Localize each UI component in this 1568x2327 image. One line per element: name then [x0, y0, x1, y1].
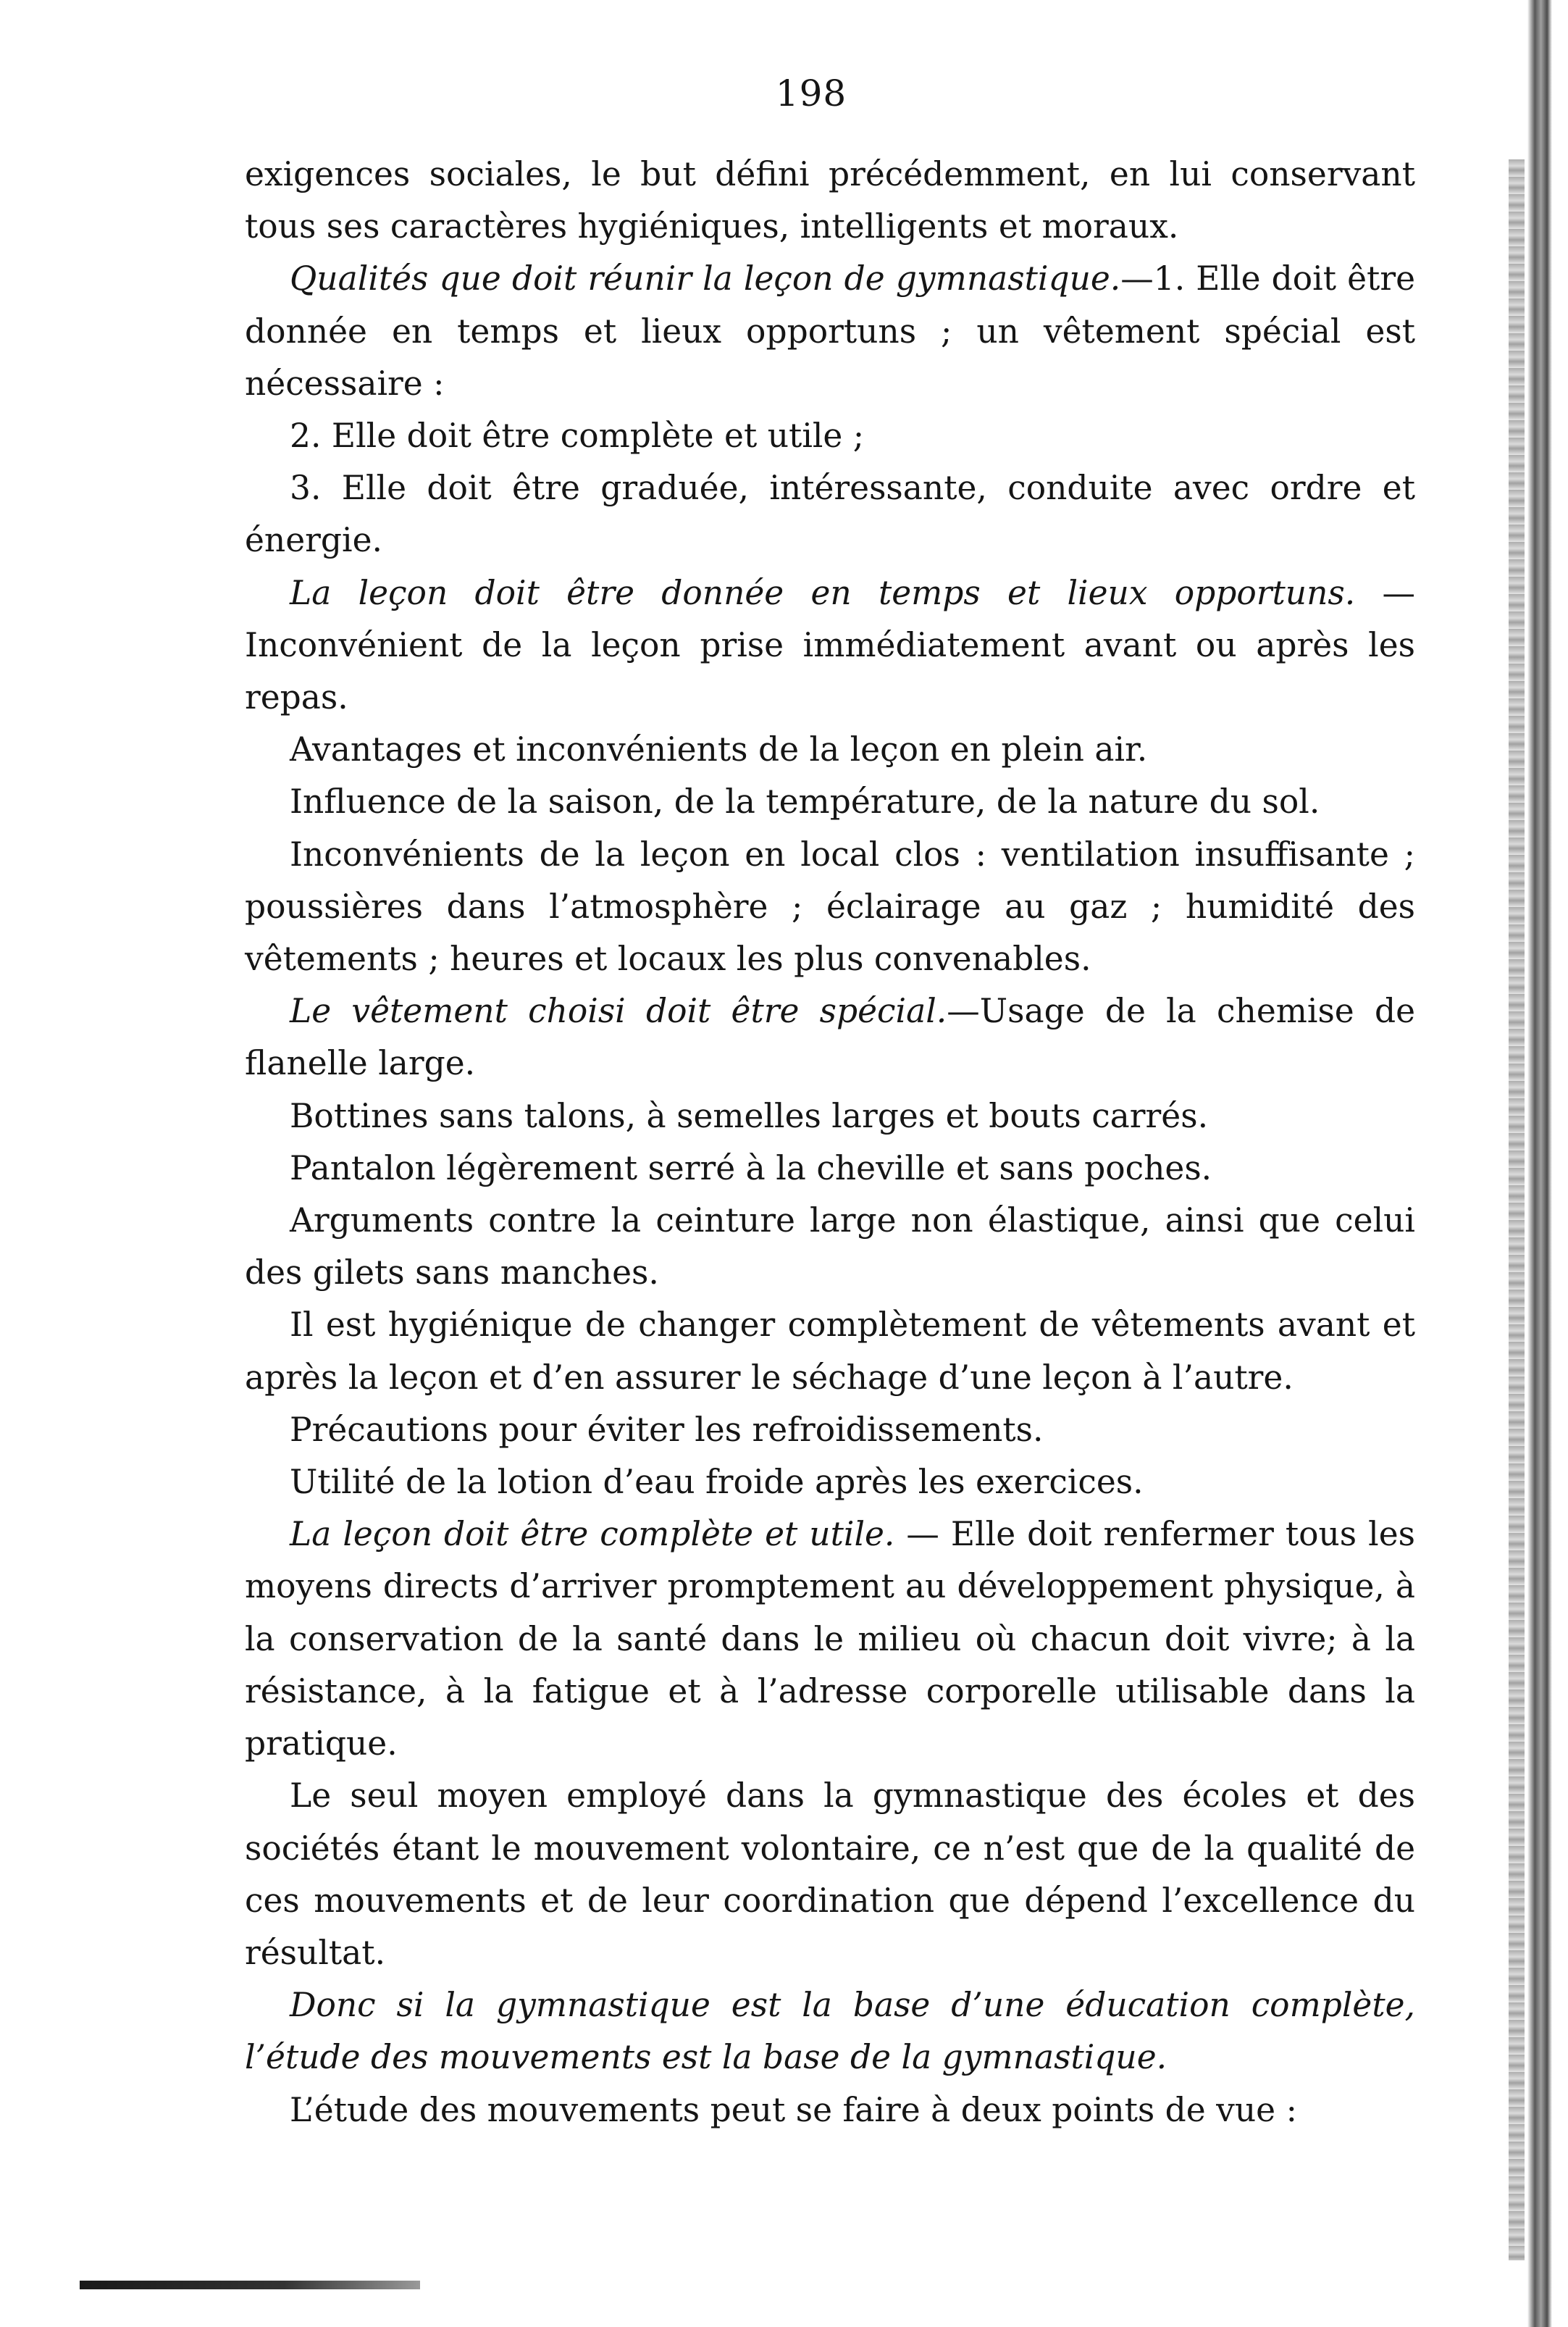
paragraph-text: Précautions pour éviter les refroidissements. — [290, 1410, 1044, 1449]
page-edge-texture — [1509, 159, 1525, 2260]
paragraph-text: Arguments contre la ceinture large non élastique, ainsi que celui des gilets sans manches. — [245, 1201, 1415, 1292]
paragraph-text: Pantalon légèrement serré à la cheville et sans poches. — [290, 1148, 1212, 1187]
paragraph-text: Avantages et inconvénients de la leçon en plein air. — [290, 730, 1148, 769]
paragraph-text: Bottines sans talons, à semelles larges et bouts carrés. — [290, 1096, 1209, 1135]
italic-heading-text: Qualités que doit réunir la leçon de gymnastique. — [290, 259, 1121, 298]
paragraph — [245, 149, 1415, 253]
paragraph — [245, 776, 1415, 828]
italic-heading-text: La leçon doit être donnée en temps et lieux opportuns. — [290, 573, 1356, 612]
paragraph — [245, 1142, 1415, 1195]
paragraph — [245, 2084, 1415, 2136]
paragraph — [245, 1195, 1415, 1299]
paragraph-text: —Usage de la chemise de flanelle large. — [245, 992, 1416, 1083]
bottom-scan-artifact — [80, 2281, 420, 2289]
paragraph — [245, 410, 1415, 462]
paragraph — [245, 567, 1415, 724]
paragraph — [245, 462, 1415, 567]
italic-heading-text: La leçon doit être complète et utile. — [290, 1515, 895, 1554]
paragraph — [245, 1456, 1415, 1508]
paragraph — [245, 1404, 1415, 1456]
paragraph — [245, 1090, 1415, 1142]
paragraph — [245, 829, 1415, 986]
paragraph-text: — Elle doit renfermer tous les moyens directs d’arriver promptement au développement physique, à la conservation de la santé dans le milieu où chacun doit vivre; à la résistance, à la fatigue et à l’adresse corporelle utilisable dans la pratique. — [245, 1515, 1415, 1763]
paragraph-text: —1. Elle doit être donnée en temps et lieux opportuns ; un vêtement spécial est nécessaire : — [245, 259, 1415, 403]
paragraph-text: Il est hygiénique de changer complètement de vêtements avant et après la leçon et d’en assurer le séchage d’une leçon à l’autre. — [245, 1305, 1415, 1397]
paragraph — [245, 985, 1415, 1090]
paragraph — [245, 1508, 1415, 1770]
paragraph-text: Le seul moyen employé dans la gymnastique des écoles et des sociétés étant le mouvement volontaire, ce n’est que de la qualité de ces mouvements et de leur coordination que dépend l’excellence du résultat. — [245, 1776, 1415, 1972]
paragraph-text: Influence de la saison, de la température, de la nature du sol. — [290, 782, 1320, 822]
paragraph-text: exigences sociales, le but défini précédemment, en lui conservant tous ses caractères hygiéniques, intelligents et moraux. — [245, 155, 1415, 246]
body-text — [245, 149, 1415, 2136]
italic-heading-text: Donc si la gymnastique est la base d’une éducation complète, l’étude des mouvements est la base de la gymnastique. — [245, 1986, 1415, 2077]
page-number: 198 — [775, 72, 847, 114]
page-edge-shadow — [1527, 0, 1552, 2327]
paragraph — [245, 253, 1415, 410]
paragraph-text: Utilité de la lotion d’eau froide après les exercices. — [290, 1463, 1144, 1502]
paragraph-text: L’étude des mouvements peut se faire à deux points de vue : — [290, 2090, 1297, 2129]
paragraph-text: 3. Elle doit être graduée, intéressante, conduite avec ordre et énergie. — [245, 469, 1415, 560]
paragraph-text: Inconvénients de la leçon en local clos : ventilation insuffisante ; poussières dans l’atmosphère ; éclairage au gaz ; humidité des vêtements ; heures et locaux les plus convenables. — [245, 835, 1415, 979]
italic-heading-text: Le vêtement choisi doit être spécial. — [290, 992, 947, 1031]
paragraph — [245, 724, 1415, 776]
paragraph-text: — Inconvénient de la leçon prise immédiatement avant ou après les repas. — [245, 573, 1415, 717]
paragraph — [245, 1299, 1415, 1403]
paragraph — [245, 1979, 1415, 2084]
paragraph — [245, 1770, 1415, 1979]
paragraph-text: 2. Elle doit être complète et utile ; — [290, 417, 865, 456]
